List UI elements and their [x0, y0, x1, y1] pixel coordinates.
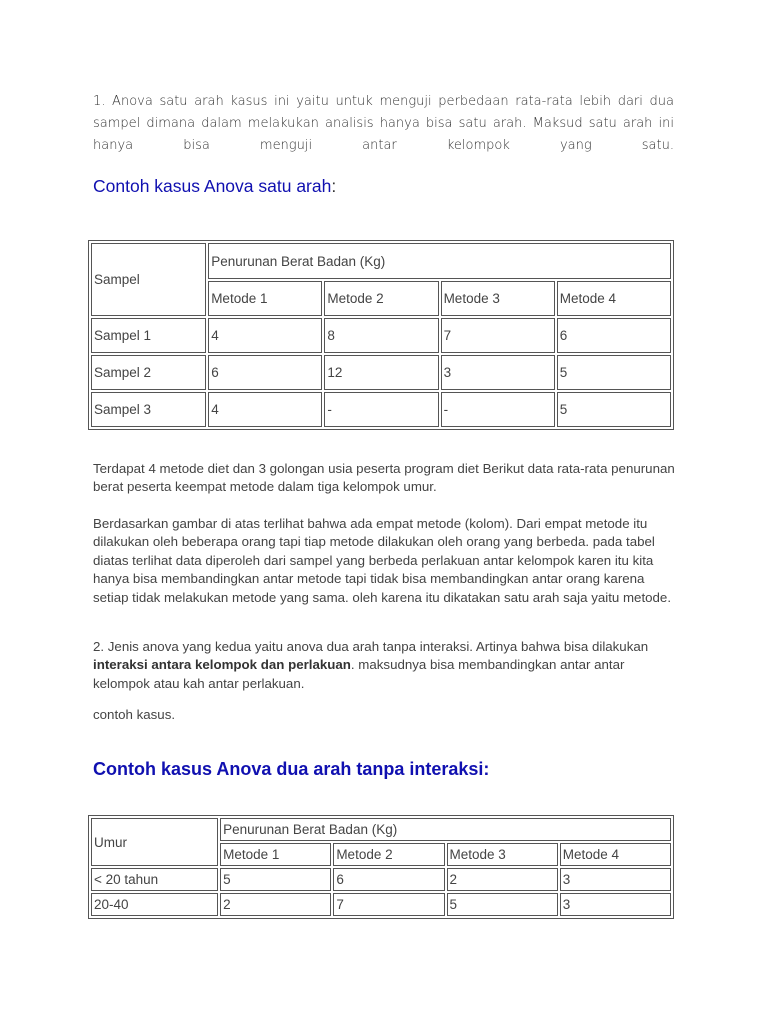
group-header-cell: Penurunan Berat Badan (Kg) — [220, 818, 671, 841]
table-cell: 6 — [208, 355, 322, 390]
table-row — [91, 893, 671, 916]
table-cell: - — [324, 392, 438, 427]
paragraph-two-way-intro-bold: interaksi antara kelompok dan perlakuan — [93, 657, 351, 673]
row-header-cell: Umur — [91, 818, 218, 866]
table-cell: 4 — [208, 392, 322, 427]
paragraph-one-way-explanation: Berdasarkan gambar di atas terlihat bahwa ada empat metode (kolom). Dari empat metode itu dilakukan oleh beberapa orang tapi tiap metode dilakukan oleh orang yang berbeda. pada tabel diatas terlihat data diperoleh dari sampel yang berbeda perlakuan antar kelompok karen itu kita hanya bisa membandingkan antar metode tapi tidak bisa membandingkan antar orang karena setiap tidak melakukan metode yang sama. oleh karena itu dikatakan satu arah saja yaitu metode. — [93, 516, 672, 605]
column-header: Metode 1 — [208, 281, 322, 316]
column-header: Metode 3 — [441, 281, 555, 316]
section1-heading-colon: : — [331, 176, 337, 196]
row-label: < 20 tahun — [91, 868, 218, 891]
table-cell: 5 — [557, 392, 671, 427]
table-cell: 3 — [560, 893, 671, 916]
table-cell: - — [441, 392, 555, 427]
table-cell: 6 — [557, 318, 671, 353]
column-header: Metode 4 — [557, 281, 671, 316]
table-row — [91, 392, 671, 427]
section1-heading-text: Contoh kasus Anova satu arah — [93, 176, 332, 196]
group-header-cell: Penurunan Berat Badan (Kg) — [208, 243, 671, 279]
table-cell: 5 — [557, 355, 671, 390]
row-label: Sampel 1 — [91, 318, 206, 353]
column-header: Metode 3 — [447, 843, 558, 866]
column-header: Metode 2 — [333, 843, 444, 866]
table-cell: 2 — [447, 868, 558, 891]
table-cell: 7 — [441, 318, 555, 353]
table-cell: 5 — [447, 893, 558, 916]
table-header-row — [91, 818, 671, 841]
paragraph-two-way-intro-start: 2. Jenis anova yang kedua yaitu anova dua arah tanpa interaksi. Artinya bahwa bisa dilakukan — [93, 639, 649, 654]
table-cell: 8 — [324, 318, 438, 353]
table-cell: 6 — [333, 868, 444, 891]
row-label: Sampel 2 — [91, 355, 206, 390]
paragraph-two-way-intro — [93, 638, 683, 693]
column-header: Metode 2 — [324, 281, 438, 316]
table-two-way-anova — [88, 815, 674, 919]
row-label: Sampel 3 — [91, 392, 206, 427]
table-cell: 3 — [560, 868, 671, 891]
table-cell: 7 — [333, 893, 444, 916]
paragraph-two-way-intro-end: . maksudnya bisa membandingkan antar antar kelompok atau kah antar perlakuan. — [93, 657, 625, 691]
table-cell: 5 — [220, 868, 331, 891]
row-label: 20-40 — [91, 893, 218, 916]
table-row — [91, 868, 671, 891]
column-header: Metode 1 — [220, 843, 331, 866]
table-row — [91, 318, 671, 353]
paragraph-example-label: contoh kasus. — [93, 707, 176, 722]
column-header: Metode 4 — [560, 843, 671, 866]
row-header-cell: Sampel — [91, 243, 206, 316]
table-header-row — [91, 243, 671, 279]
paragraph-methods-description: Terdapat 4 metode diet dan 3 golongan usia peserta program diet Berikut data rata-rata penurunan berat peserta keempat metode dalam tiga kelompok umur. — [93, 461, 675, 495]
table-cell: 2 — [220, 893, 331, 916]
table-one-way-anova — [88, 240, 674, 430]
section2-heading: Contoh kasus Anova dua arah tanpa interaksi: — [93, 759, 490, 779]
table-row — [91, 355, 671, 390]
table-cell: 4 — [208, 318, 322, 353]
table-cell: 12 — [324, 355, 438, 390]
intro-paragraph: 1. Anova satu arah kasus ini yaitu untuk menguji perbedaan rata-rata lebih dari dua sampel dimana dalam melakukan analisis hanya bisa satu arah. Maksud satu arah ini hanya bisa menguji antar kelompok yang satu. — [93, 94, 674, 153]
table-cell: 3 — [441, 355, 555, 390]
section1-heading — [93, 176, 336, 197]
